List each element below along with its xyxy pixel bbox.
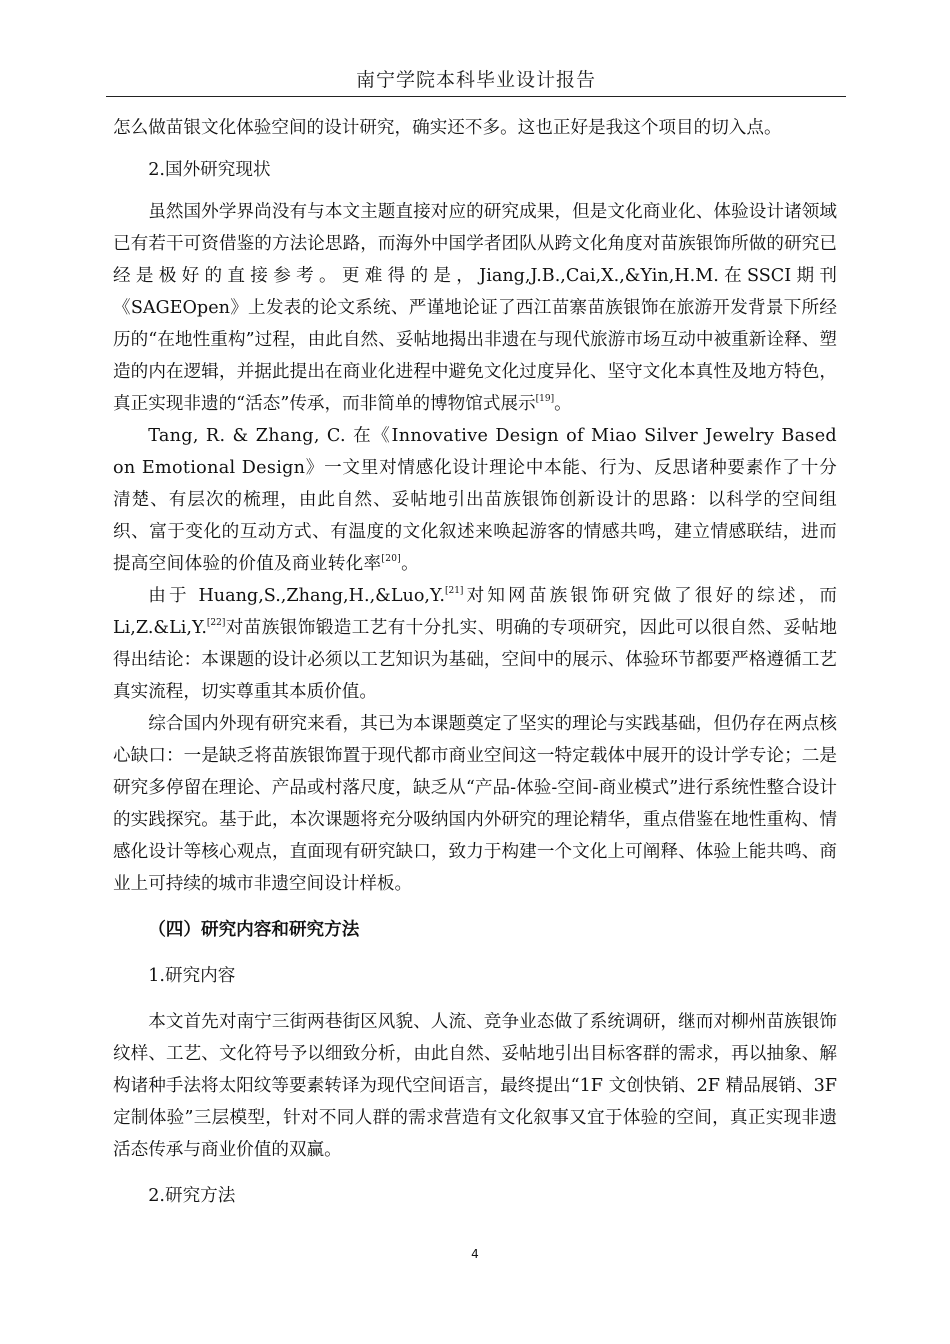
subheading-research-content: 1.研究内容 <box>148 966 236 986</box>
paragraph-foreign-3 <box>113 580 837 708</box>
section-heading-research-content-methods: （四）研究内容和研究方法 <box>148 919 360 940</box>
subheading-foreign-research: 2.国外研究现状 <box>148 160 271 180</box>
paragraph-summary: 综合国内外现有研究来看，其已为本课题奠定了坚实的理论与实践基础，但仍存在两点核心缺口：一是缺乏将苗族银饰置于现代都市商业空间这一特定载体中展开的设计学专论；二是研究多停留在理论、产品或村落尺度，缺乏从“产品-体验-空间-商业模式”进行系统性整合设计的实践探究。基于此，本次课题将充分吸纳国内外研究的理论精华，重点借鉴在地性重构、情感化设计等核心观点，直面现有研究缺口，致力于构建一个文化上可阐释、体验上能共鸣、商业上可持续的城市非遗空间设计样板。 <box>113 714 837 894</box>
paragraph-text-b: 对知网苗族银饰研究做了很好的综述，而Li,Z.&Li,Y. <box>113 586 837 638</box>
paragraph-end: 。 <box>401 554 420 574</box>
citation-22: [22] <box>206 618 226 628</box>
paragraph-text-a: 由于 Huang,S.,Zhang,H.,&Luo,Y. <box>148 586 445 606</box>
page-number: 4 <box>471 1247 479 1261</box>
page-header-title: 南宁学院本科毕业设计报告 <box>355 69 596 91</box>
header-divider <box>106 96 846 97</box>
paragraph-foreign-2 <box>113 420 837 580</box>
citation-19: [19] <box>535 394 555 404</box>
paragraph-text-c: 对苗族银饰锻造工艺有十分扎实、明确的专项研究，因此可以很自然、妥帖地得出结论：本课题的设计必须以工艺知识为基础，空间中的展示、体验环节都要严格遵循工艺真实流程，切实尊重其本质价值。 <box>113 618 837 702</box>
citation-21: [21] <box>444 586 464 596</box>
paragraph-text: 虽然国外学界尚没有与本文主题直接对应的研究成果，但是文化商业化、体验设计诸领域已有若干可资借鉴的方法论思路，而海外中国学者团队从跨文化角度对苗族银饰所做的研究已经是极好的直接参考。更难得的是，Jiang,J.B.,Cai,X.,&Yin,H.M.在SSCI期刊《SAGEOpen》上发表的论文系统、严谨地论证了西江苗寨苗族银饰在旅游开发背景下所经历的“在地性重构”过程，由此自然、妥帖地揭出非遗在与现代旅游市场互动中被重新诠释、塑造的内在逻辑，并据此提出在商业化进程中避免文化过度异化、坚守文化本真性及地方特色，真正实现非遗的“活态”传承，而非简单的博物馆式展示 <box>113 202 837 414</box>
paragraph-continuation: 怎么做苗银文化体验空间的设计研究，确实还不多。这也正好是我这个项目的切入点。 <box>113 118 782 138</box>
document-body <box>113 112 837 1212</box>
citation-20: [20] <box>381 554 402 564</box>
paragraph-research-content: 本文首先对南宁三街两巷街区风貌、人流、竞争业态做了系统调研，继而对柳州苗族银饰纹样、工艺、文化符号予以细致分析，由此自然、妥帖地引出目标客群的需求，再以抽象、解构诸种手法将太阳纹等要素转译为现代空间语言，最终提出“1F 文创快销、2F 精品展销、3F 定制体验”三层模型，针对不同人群的需求营造有文化叙事又宜于体验的空间，真正实现非遗活态传承与商业价值的双赢。 <box>113 1012 837 1160</box>
paragraph-text: Tang, R. & Zhang, C. 在《Innovative Design of Miao Silver Jewelry Based on Emotional Design》一文里对情感化设计理论中本能、行为、反思诸种要素作了十分清楚、有层次的梳理，由此自然、妥帖地引出苗族银饰创新设计的思路：以科学的空间组织、富于变化的互动方式、有温度的文化叙述来唤起游客的情感共鸣，建立情感联结，进而提高空间体验的价值及商业转化率 <box>113 426 837 574</box>
paragraph-foreign-1 <box>113 196 837 420</box>
paragraph-end: 。 <box>554 394 572 414</box>
subheading-research-methods: 2.研究方法 <box>148 1186 236 1206</box>
